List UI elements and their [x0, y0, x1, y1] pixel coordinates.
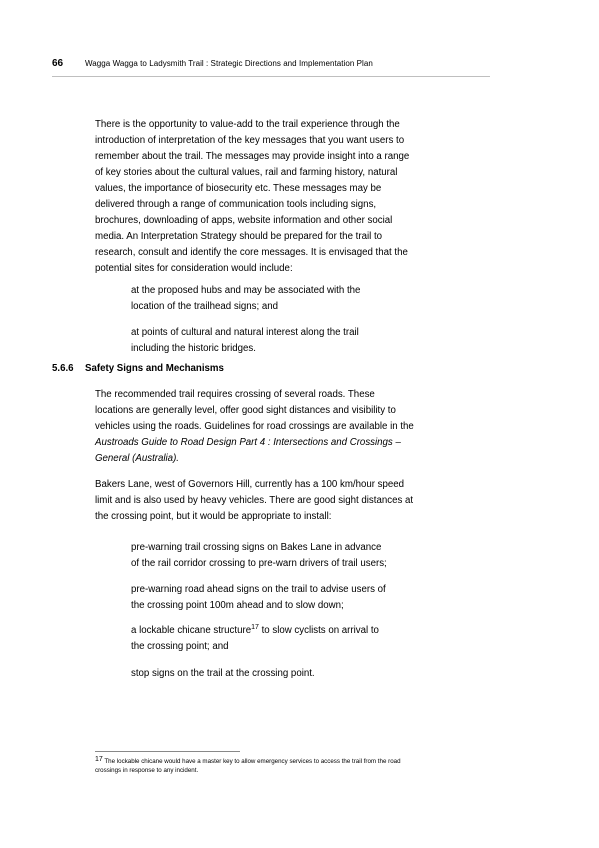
intro-paragraph — [95, 117, 440, 277]
footnote-line: The lockable chicane would have a master key to allow emergency services to access the trail from the road — [104, 758, 401, 765]
measure-line: to slow cyclists on arrival to — [258, 625, 379, 636]
crossings-paragraph — [95, 387, 440, 467]
measure-line: a lockable chicane structure — [131, 625, 252, 636]
measure-item — [131, 582, 431, 614]
intro-line: media. An Interpretation Strategy should be prepared for the trail to — [95, 231, 383, 242]
section-number: 5.6.6 — [52, 363, 74, 374]
crossings-line: locations are generally level, offer good sight distances and visibility to — [95, 405, 396, 416]
intro-line: potential sites for consideration would include: — [95, 263, 293, 274]
bakers-line: limit and is also used by heavy vehicles. There are good sight distances at — [95, 495, 414, 506]
intro-line: delivered through a range of communication tools including signs, — [95, 199, 377, 210]
measure-line: the crossing point 100m ahead and to slow down; — [131, 600, 344, 611]
section-heading — [52, 363, 224, 374]
intro-line: introduction of interpretation of the key messages that you want users to — [95, 135, 405, 146]
footnote-divider — [95, 751, 240, 752]
section-title: Safety Signs and Mechanisms — [85, 363, 224, 374]
footnote — [95, 757, 465, 775]
intro-line: brochures, downloading of apps, website information and other social — [95, 215, 393, 226]
footnote-marker: 17 — [95, 756, 103, 763]
document-title: Wagga Wagga to Ladysmith Trail : Strategic Directions and Implementation Plan — [85, 59, 373, 68]
guide-reference: Austroads Guide to Road Design Part 4 : Intersections and Crossings – — [95, 437, 401, 448]
measure-line: of the rail corridor crossing to pre-warn drivers of trail users; — [131, 558, 387, 569]
intro-line: values, the importance of biosecurity etc. These messages may be — [95, 183, 382, 194]
intro-line: There is the opportunity to value-add to the trail experience through the — [95, 119, 400, 130]
intro-line: research, consult and identify the core messages. It is envisaged that the — [95, 247, 408, 258]
intro-line: of key stories about the cultural values, rail and farming history, natural — [95, 167, 398, 178]
bakers-line: the crossing point, but it would be appropriate to install: — [95, 511, 332, 522]
measure-item — [131, 666, 431, 682]
bakers-line: Bakers Lane, west of Governors Hill, currently has a 100 km/hour speed — [95, 479, 405, 490]
site-item-line: at the proposed hubs and may be associated with the — [131, 285, 361, 296]
measure-line: pre-warning road ahead signs on the trail to advise users of — [131, 584, 386, 595]
intro-line: remember about the trail. The messages may provide insight into a range — [95, 151, 410, 162]
measure-line: stop signs on the trail at the crossing point. — [131, 668, 315, 679]
page-header — [52, 58, 490, 77]
footnote-reference[interactable]: 17 — [251, 624, 259, 631]
bakers-lane-paragraph — [95, 477, 440, 525]
site-item-line: at points of cultural and natural interest along the trail — [131, 327, 359, 338]
footnote-line: crossings in response to any incident. — [95, 767, 199, 774]
site-item — [131, 283, 431, 315]
crossings-line: The recommended trail requires crossing of several roads. These — [95, 389, 375, 400]
site-item — [131, 325, 431, 357]
crossings-line: vehicles using the roads. Guidelines for road crossings are available in the — [95, 421, 414, 432]
measure-item — [131, 623, 431, 655]
measure-line: pre-warning trail crossing signs on Bakes Lane in advance — [131, 542, 382, 553]
measure-item — [131, 540, 431, 572]
guide-reference: General (Australia). — [95, 453, 179, 464]
site-item-line: location of the trailhead signs; and — [131, 301, 279, 312]
page-number: 66 — [52, 58, 64, 69]
measure-line: the crossing point; and — [131, 641, 229, 652]
site-item-line: including the historic bridges. — [131, 343, 256, 354]
